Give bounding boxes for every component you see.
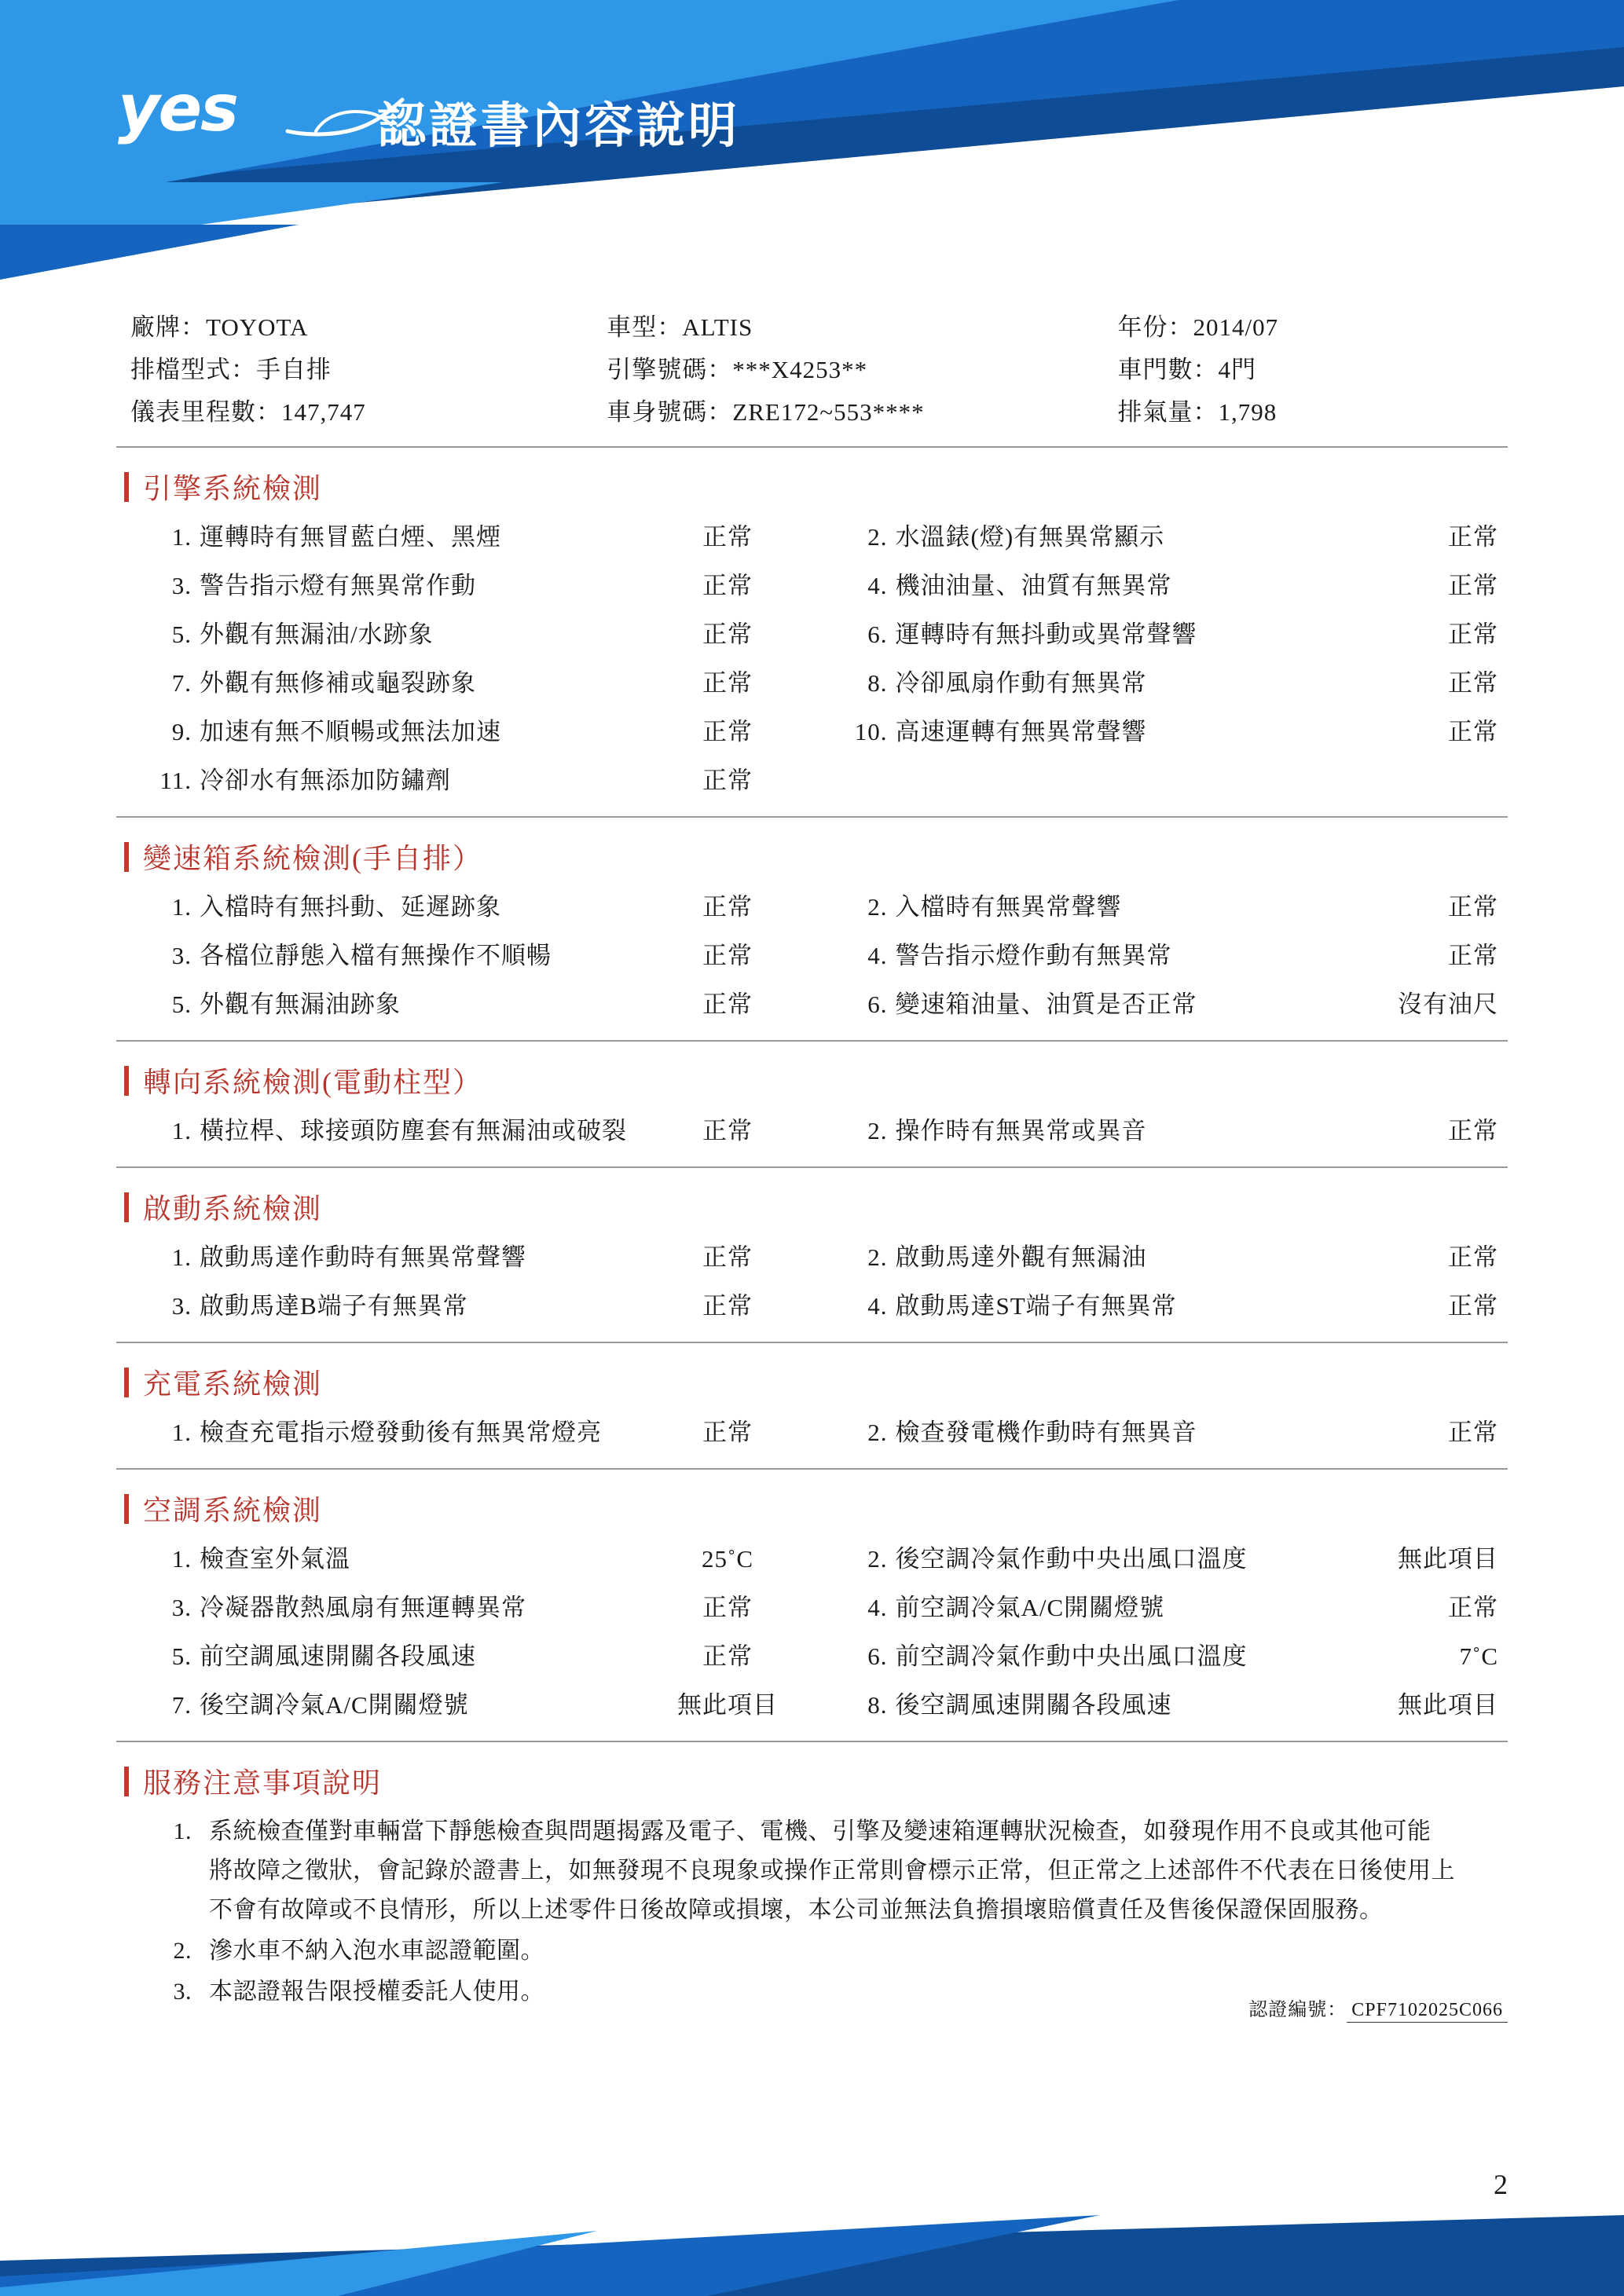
- inspection-item: [812, 1408, 1509, 1457]
- section-heading-notice: [116, 1761, 1508, 1801]
- inspection-row: [116, 610, 1508, 659]
- item-result: 正常: [702, 572, 753, 599]
- item-result: 正常: [1448, 572, 1498, 599]
- item-result: 25˚C: [702, 1545, 753, 1573]
- item-number: 1.: [171, 523, 192, 551]
- inspection-item: [812, 1632, 1509, 1681]
- item-result: 正常: [1448, 1419, 1498, 1446]
- item-label: 外觀有無漏油/水跡象: [200, 621, 434, 648]
- item-label: 冷凝器散熱風扇有無運轉異常: [200, 1594, 526, 1621]
- item-label: 前空調冷氣作動中央出風口溫度: [895, 1642, 1248, 1670]
- item-number: 7.: [171, 669, 192, 697]
- item-label: 變速箱油量、油質是否正常: [895, 991, 1197, 1018]
- section-items: [116, 883, 1508, 1042]
- inspection-item: [116, 1107, 812, 1155]
- item-result: 正常: [1448, 1594, 1498, 1621]
- vehicle-brand: 廠牌：TOYOTA: [130, 313, 309, 341]
- inspection-item: [812, 883, 1509, 932]
- item-number: 2.: [867, 523, 888, 551]
- item-label: 加速有無不順暢或無法加速: [200, 718, 501, 745]
- section-items: [116, 1233, 1508, 1343]
- vehicle-info-col-2: [594, 306, 1070, 434]
- item-result: 正常: [1448, 1243, 1498, 1271]
- vehicle-info-col-1: [116, 306, 594, 434]
- page-number: 2: [1494, 2169, 1508, 2200]
- item-result: 沒有油尺: [1398, 991, 1498, 1018]
- notice-item-text: [209, 1932, 1508, 1971]
- item-number: 1.: [171, 1117, 192, 1144]
- vehicle-engine-no: 引擎號碼：***X4253**: [607, 356, 868, 383]
- inspection-item: [812, 932, 1509, 980]
- item-number: 2.: [867, 1117, 888, 1144]
- item-number: 11.: [159, 767, 192, 794]
- item-result: 正常: [702, 991, 753, 1018]
- item-label: 啟動馬達B端子有無異常: [200, 1292, 468, 1320]
- item-result: 正常: [702, 1419, 753, 1446]
- vehicle-model: 車型：ALTIS: [607, 313, 753, 341]
- item-label: 後空調風速開關各段風速: [895, 1691, 1172, 1719]
- item-result: 正常: [702, 1292, 753, 1320]
- section-title: 變速箱系統檢測(手自排）: [143, 843, 482, 874]
- inspection-item: [116, 513, 812, 562]
- item-result: 正常: [1448, 1117, 1498, 1144]
- item-result: 正常: [1448, 669, 1498, 697]
- item-result: 正常: [702, 718, 753, 745]
- item-label: 警告指示燈作動有無異常: [895, 942, 1172, 969]
- vehicle-year: 年份：2014/07: [1117, 313, 1279, 341]
- item-result: 正常: [1448, 718, 1498, 745]
- item-number: 3.: [171, 1594, 192, 1621]
- inspection-row: [116, 1233, 1508, 1282]
- certificate-number: [1248, 1994, 1508, 2021]
- inspection-item: [812, 1282, 1509, 1331]
- section-title: 引擎系統檢測: [143, 473, 323, 504]
- section-title: 啟動系統檢測: [143, 1193, 323, 1225]
- item-label: 高速運轉有無異常聲響: [895, 718, 1147, 745]
- item-result: 正常: [1448, 523, 1498, 551]
- section-bar: [124, 1192, 129, 1222]
- item-result: 正常: [702, 1642, 753, 1670]
- notice-list: [116, 1807, 1508, 2012]
- page-header: [0, 0, 1624, 298]
- item-label: 操作時有無異常或異音: [895, 1117, 1147, 1144]
- item-result: 正常: [702, 1117, 753, 1144]
- inspection-item: [116, 1408, 812, 1457]
- item-result: 正常: [702, 621, 753, 648]
- inspection-item: [812, 1681, 1509, 1730]
- item-label: 啟動馬達ST端子有無異常: [895, 1292, 1177, 1320]
- section-heading: [116, 467, 1508, 507]
- inspection-row: [116, 562, 1508, 610]
- item-number: 2.: [867, 1243, 888, 1271]
- item-number: 1.: [171, 893, 192, 921]
- section-items: [116, 1535, 1508, 1742]
- section-bar: [124, 1494, 129, 1524]
- item-number: 2.: [867, 1545, 888, 1573]
- vehicle-doors: 車門數：4門: [1117, 356, 1257, 383]
- inspection-item: [116, 708, 812, 756]
- inspection-row: [116, 1282, 1508, 1331]
- inspection-item: [116, 980, 812, 1029]
- inspection-row: [116, 756, 1508, 805]
- item-number: 9.: [171, 718, 192, 745]
- inspection-row: [116, 1107, 1508, 1155]
- item-number: 1.: [171, 1419, 192, 1446]
- item-number: 10.: [854, 718, 888, 745]
- header-accent-dark: [0, 225, 409, 280]
- section-items: [116, 1408, 1508, 1470]
- item-number: 1.: [171, 1243, 192, 1271]
- inspection-row: [116, 932, 1508, 980]
- section-items: [116, 513, 1508, 818]
- vehicle-mileage: 儀表里程數：147,747: [130, 398, 366, 426]
- notice-item: [116, 1932, 1508, 1971]
- item-label: 啟動馬達外觀有無漏油: [895, 1243, 1147, 1271]
- item-label: 外觀有無漏油跡象: [200, 991, 401, 1018]
- item-label: 冷卻水有無添加防鏽劑: [200, 767, 451, 794]
- item-result: 7˚C: [1459, 1642, 1498, 1670]
- inspection-row: [116, 1681, 1508, 1730]
- item-label: 啟動馬達作動時有無異常聲響: [200, 1243, 526, 1271]
- section-bar: [124, 1368, 129, 1397]
- section-bar: [124, 842, 129, 872]
- vehicle-displacement: 排氣量：1,798: [1117, 398, 1278, 426]
- item-result: 正常: [1448, 942, 1498, 969]
- item-number: 5.: [171, 991, 192, 1018]
- section-heading: [116, 1362, 1508, 1402]
- section-bar: [124, 1767, 129, 1796]
- logo-text: yes: [118, 71, 237, 146]
- inspection-item: [812, 659, 1509, 708]
- item-label: 後空調冷氣A/C開關燈號: [200, 1691, 469, 1719]
- inspection-row: [116, 513, 1508, 562]
- inspection-item: [116, 1632, 812, 1681]
- inspection-item: [812, 708, 1509, 756]
- item-result: 正常: [1448, 893, 1498, 921]
- item-label: 各檔位靜態入檔有無操作不順暢: [200, 942, 552, 969]
- inspection-item: [812, 562, 1509, 610]
- inspection-row: [116, 980, 1508, 1029]
- item-label: 冷卻風扇作動有無異常: [895, 669, 1147, 697]
- item-result: 正常: [702, 1243, 753, 1271]
- inspection-row: [116, 883, 1508, 932]
- item-result: 無此項目: [1398, 1545, 1498, 1573]
- notice-item-text: [209, 1812, 1508, 1930]
- item-number: 3.: [171, 942, 192, 969]
- section-title: 充電系統檢測: [143, 1368, 323, 1400]
- item-result: 正常: [702, 893, 753, 921]
- inspection-row: [116, 1408, 1508, 1457]
- item-number: 8.: [867, 1691, 888, 1719]
- item-result: 無此項目: [1398, 1691, 1498, 1719]
- inspection-sections: [116, 467, 1508, 1742]
- inspection-item: [812, 1107, 1509, 1155]
- inspection-item: [116, 1282, 812, 1331]
- item-label: 檢查充電指示燈發動後有無異常燈亮: [200, 1419, 602, 1446]
- section-bar: [124, 472, 129, 502]
- item-number: 2.: [867, 1419, 888, 1446]
- item-label: 檢查室外氣溫: [200, 1545, 350, 1573]
- notice-line: 將故障之徵狀，會記錄於證書上，如無發現不良現象或操作正常則會標示正常，但正常之上述部件不代表在日後使用上: [209, 1858, 1455, 1884]
- notice-item-number: 3.: [173, 1979, 192, 2005]
- item-number: 4.: [867, 942, 888, 969]
- section-bar: [124, 1066, 129, 1096]
- inspection-item: [812, 980, 1509, 1029]
- inspection-item: [812, 1535, 1509, 1584]
- notice-item-number: 1.: [173, 1818, 192, 1844]
- section-heading: [116, 1187, 1508, 1227]
- item-number: 5.: [171, 621, 192, 648]
- inspection-item: [116, 562, 812, 610]
- section-title: 空調系統檢測: [143, 1495, 323, 1526]
- item-label: 橫拉桿、球接頭防塵套有無漏油或破裂: [200, 1117, 627, 1144]
- item-number: 6.: [867, 1642, 888, 1670]
- inspection-item: [116, 1535, 812, 1584]
- item-number: 4.: [867, 572, 888, 599]
- section-title: 服務注意事項說明: [143, 1767, 383, 1799]
- certificate-number-label: 認證編號：: [1248, 2000, 1347, 2020]
- item-number: 4.: [867, 1594, 888, 1621]
- inspection-item: [812, 513, 1509, 562]
- item-number: 2.: [867, 893, 888, 921]
- item-label: 機油油量、油質有無異常: [895, 572, 1172, 599]
- vehicle-info-col-3: [1071, 306, 1582, 434]
- inspection-item: [116, 1584, 812, 1632]
- item-result: 無此項目: [677, 1691, 778, 1719]
- item-number: 6.: [867, 991, 888, 1018]
- item-number: 5.: [171, 1642, 192, 1670]
- section-items: [116, 1107, 1508, 1168]
- item-result: 正常: [702, 942, 753, 969]
- section-title: 轉向系統檢測(電動柱型）: [143, 1067, 482, 1098]
- inspection-item: [116, 883, 812, 932]
- notice-line: 不會有故障或不良情形，所以上述零件日後故障或損壞，本公司並無法負擔損壞賠償責任及售後保證保固服務。: [209, 1897, 1384, 1923]
- item-label: 外觀有無修補或龜裂跡象: [200, 669, 476, 697]
- notice-item: [116, 1812, 1508, 1930]
- inspection-row: [116, 1632, 1508, 1681]
- inspection-item: [116, 659, 812, 708]
- item-result: 正常: [702, 669, 753, 697]
- vehicle-transmission: 排檔型式：手自排: [130, 356, 332, 383]
- inspection-item: [116, 610, 812, 659]
- section-heading: [116, 837, 1508, 877]
- item-result: 正常: [702, 767, 753, 794]
- item-number: 4.: [867, 1292, 888, 1320]
- inspection-row: [116, 1584, 1508, 1632]
- document-body: [0, 298, 1624, 2021]
- item-number: 7.: [171, 1691, 192, 1719]
- item-label: 後空調冷氣作動中央出風口溫度: [895, 1545, 1248, 1573]
- item-label: 入檔時有無異常聲響: [895, 893, 1122, 921]
- section-heading: [116, 1060, 1508, 1100]
- inspection-row: [116, 1535, 1508, 1584]
- inspection-item: [116, 1233, 812, 1282]
- notice-block: [116, 1807, 1508, 2021]
- inspection-row: [116, 659, 1508, 708]
- item-result: 正常: [1448, 621, 1498, 648]
- item-label: 水溫錶(燈)有無異常顯示: [895, 523, 1165, 551]
- item-result: 正常: [702, 523, 753, 551]
- certificate-number-value: CPF7102025C066: [1347, 2000, 1508, 2023]
- page-title: 認證書內容說明: [377, 97, 741, 154]
- page-footer: [0, 2215, 1624, 2296]
- item-label: 前空調冷氣A/C開關燈號: [895, 1594, 1165, 1621]
- item-label: 警告指示燈有無異常作動: [200, 572, 476, 599]
- item-number: 8.: [867, 669, 888, 697]
- vehicle-info: [116, 298, 1508, 448]
- item-number: 3.: [171, 572, 192, 599]
- inspection-item: [116, 932, 812, 980]
- inspection-item: [116, 1681, 812, 1730]
- item-label: 前空調風速開關各段風速: [200, 1642, 476, 1670]
- item-label: 運轉時有無冒藍白煙、黑煙: [200, 523, 501, 551]
- item-label: 檢查發電機作動時有無異音: [895, 1419, 1197, 1446]
- inspection-item: [116, 756, 812, 805]
- item-label: 運轉時有無抖動或異常聲響: [895, 621, 1197, 648]
- notice-line: 滲水車不納入泡水車認證範圍。: [209, 1938, 544, 1964]
- item-number: 6.: [867, 621, 888, 648]
- section-heading: [116, 1489, 1508, 1529]
- notice-line: 系統檢查僅對車輛當下靜態檢查與問題揭露及電子、電機、引擎及變速箱運轉狀況檢查，如發現作用不良或其他可能: [209, 1818, 1432, 1844]
- inspection-item: [812, 1233, 1509, 1282]
- item-result: 正常: [702, 1594, 753, 1621]
- notice-item-number: 2.: [173, 1938, 192, 1964]
- item-number: 1.: [171, 1545, 192, 1573]
- item-result: 正常: [1448, 1292, 1498, 1320]
- item-number: 3.: [171, 1292, 192, 1320]
- item-label: 入檔時有無抖動、延遲跡象: [200, 893, 501, 921]
- inspection-item: [812, 1584, 1509, 1632]
- brand-logo: [118, 71, 385, 161]
- notice-line: 本認證報告限授權委託人使用。: [209, 1979, 544, 2005]
- vehicle-vin: 車身號碼：ZRE172~553****: [607, 398, 925, 426]
- inspection-item: [812, 610, 1509, 659]
- inspection-row: [116, 708, 1508, 756]
